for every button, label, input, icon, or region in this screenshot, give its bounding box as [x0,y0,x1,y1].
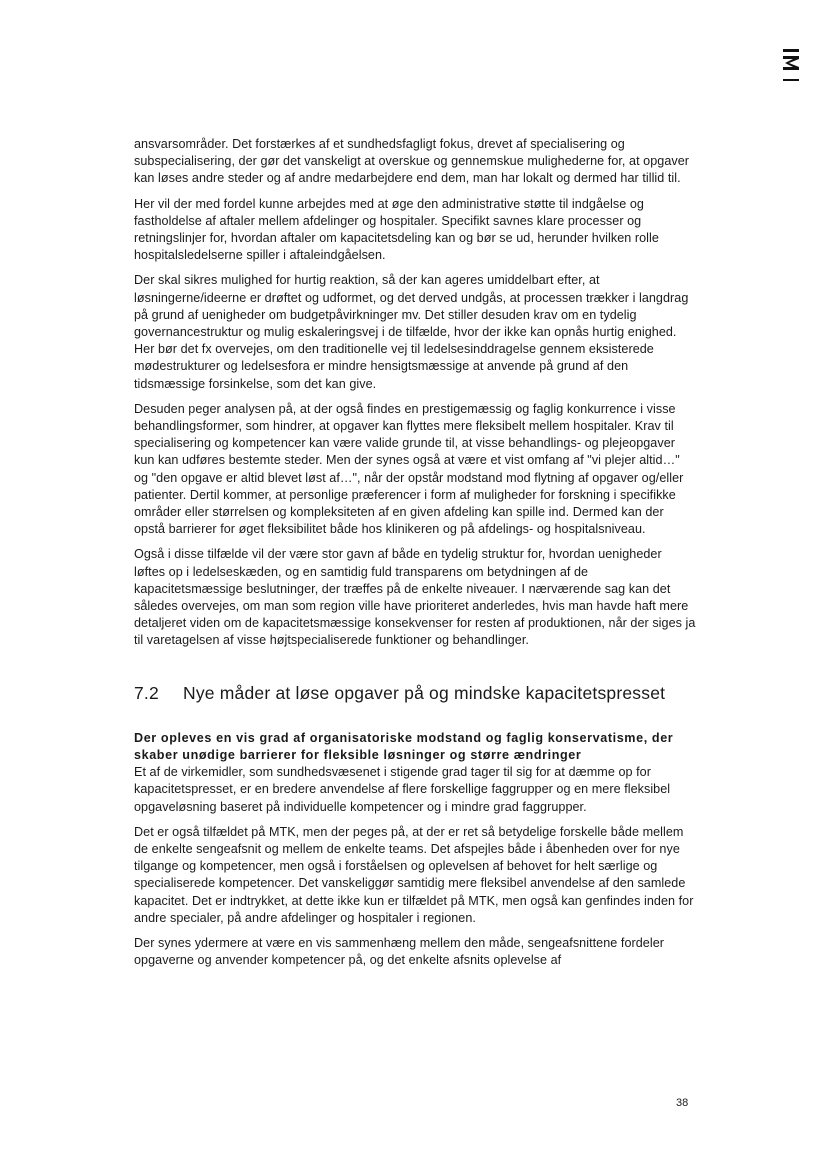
section-heading [134,682,696,704]
body-paragraph: Også i disse tilfælde vil der være stor gavn af både en tydelig struktur for, hvordan uenigheder løftes op i ledelseskæden, og en samtidig fuld transparens om betydningen af de kapacitetsmæssige beslutninger, der træffes på de enkelte niveauer. I nærværende sag kan det således overvejes, om man som region ville have prioriteret anderledes, hvis man havde haft mere detaljeret viden om de kapacitetsmæssige konsekvenser for resten af produktionen, når der siges ja til varetagelsen af visse højtspecialiserede funktioner og behandlinger. [134,547,696,648]
body-paragraph: Her vil der med fordel kunne arbejdes med at øge den administrative støtte til indgåelse og fastholdelse af aftaler mellem afdelinger og hospitaler. Specifikt savnes klare processer og retningslinjer for, hvordan aftaler om kapacitetsdeling kan og bør se ud, herunder hvilken rolle hospitalsledelserne spiller i aftaleindgåelsen. [134,196,659,263]
body-paragraph: ansvarsområder. Det forstærkes af et sundhedsfagligt fokus, drevet af specialisering og subspecialisering, der gør det vanskeligt at overskue og gennemskue mulighederne for, at opgaver kan løses andre steder og af andre medarbejdere end dem, man har lokalt og dermed har tillid til. [134,137,690,186]
body-paragraph: Der skal sikres mulighed for hurtig reaktion, så der kan ageres umiddelbart efter, at løsningerne/ideerne er drøftet og udformet, og det derved undgås, at processen trækker i langdrag på grund af uenigheder om budgetpåvirkninger mv. Det stiller desuden krav om en tydelig governancestruktur og mulig eskaleringsvej i de tilfælde, hvor der ikke kan opnås hurtig enighed. Her bør det fx overvejes, om den traditionelle vej til ledelsesinddragelse gennem eksisterede mødestrukturer og ledelsesfora er mindre hensigtsmæssige at anvende på grund af den tidsmæssige forsinkelse, som det kan give. [134,273,689,391]
im-logo-icon [780,46,802,86]
body-paragraph: Det er også tilfældet på MTK, men der peges på, at der er ret så betydelige forskelle både mellem de enkelte sengeafsnit og mellem de enkelte teams. Det afspejles både i åbenheden over for nye tilgange og kompetencer, men også i forståelsen og oplevelsen af behovet for helt særlige og specialiserede kompetencer. Det vanskeliggør samtidig mere fleksibel anvendelse af den samlede kapacitet. Det er indtrykket, at dette ikke kun er tilfældet på MTK, men også kan genfindes inden for andre specialer, på andre afdelinger og hospitaler i regionen. [134,824,694,925]
lead-heading: Der opleves en vis grad af organisatoriske modstand og faglig konservatisme, der skaber unødige barrierer for fleksible løsninger og større ændringer [134,730,674,762]
section-number: 7.2 [134,682,159,703]
page-number: 38 [676,1097,689,1109]
section-title: Nye måder at løse opgaver på og mindske kapacitetspresset [183,682,666,703]
body-paragraph: Desuden peger analysen på, at der også findes en prestigemæssig og faglig konkurrence i visse behandlingsformer, som hindrer, at opgaver kan flyttes mere fleksibelt mellem hospitaler. Krav til specialisering og kompetencer kan være valide grunde til, at visse behandlings- og plejeopgaver kun kan udføres bestemte steder. Men der synes også at være et vist omfang af "vi plejer altid…" og "den opgave er altid blevet løst af…", når der opstår modstand mod flytning af opgaver og/eller patienter. Dertil kommer, at personlige præferencer i form af muligheder for forskning i specifikke områder eller størrelsen og kompleksiteten af en given afdeling kan spille ind. Dermed kan der opstå barrierer for øget fleksibilitet både hos klinikeren og på afdelings- og hospitalsniveau. [134,401,684,537]
body-paragraph: Der synes ydermere at være en vis sammenhæng mellem den måde, sengeafsnittene fordeler opgaverne og anvender kompetencer på, og det enkelte afsnits oplevelse af [134,935,664,968]
document-body [134,136,696,977]
body-paragraph: Et af de virkemidler, som sundhedsvæsenet i stigende grad tager til sig for at dæmme op for kapacitetspresset, er en bredere anvendelse af flere forskellige faggrupper og en mere fleksibel opgaveløsning baseret på individuelle kompetencer og i mindre grad faggrupper. [134,765,671,814]
